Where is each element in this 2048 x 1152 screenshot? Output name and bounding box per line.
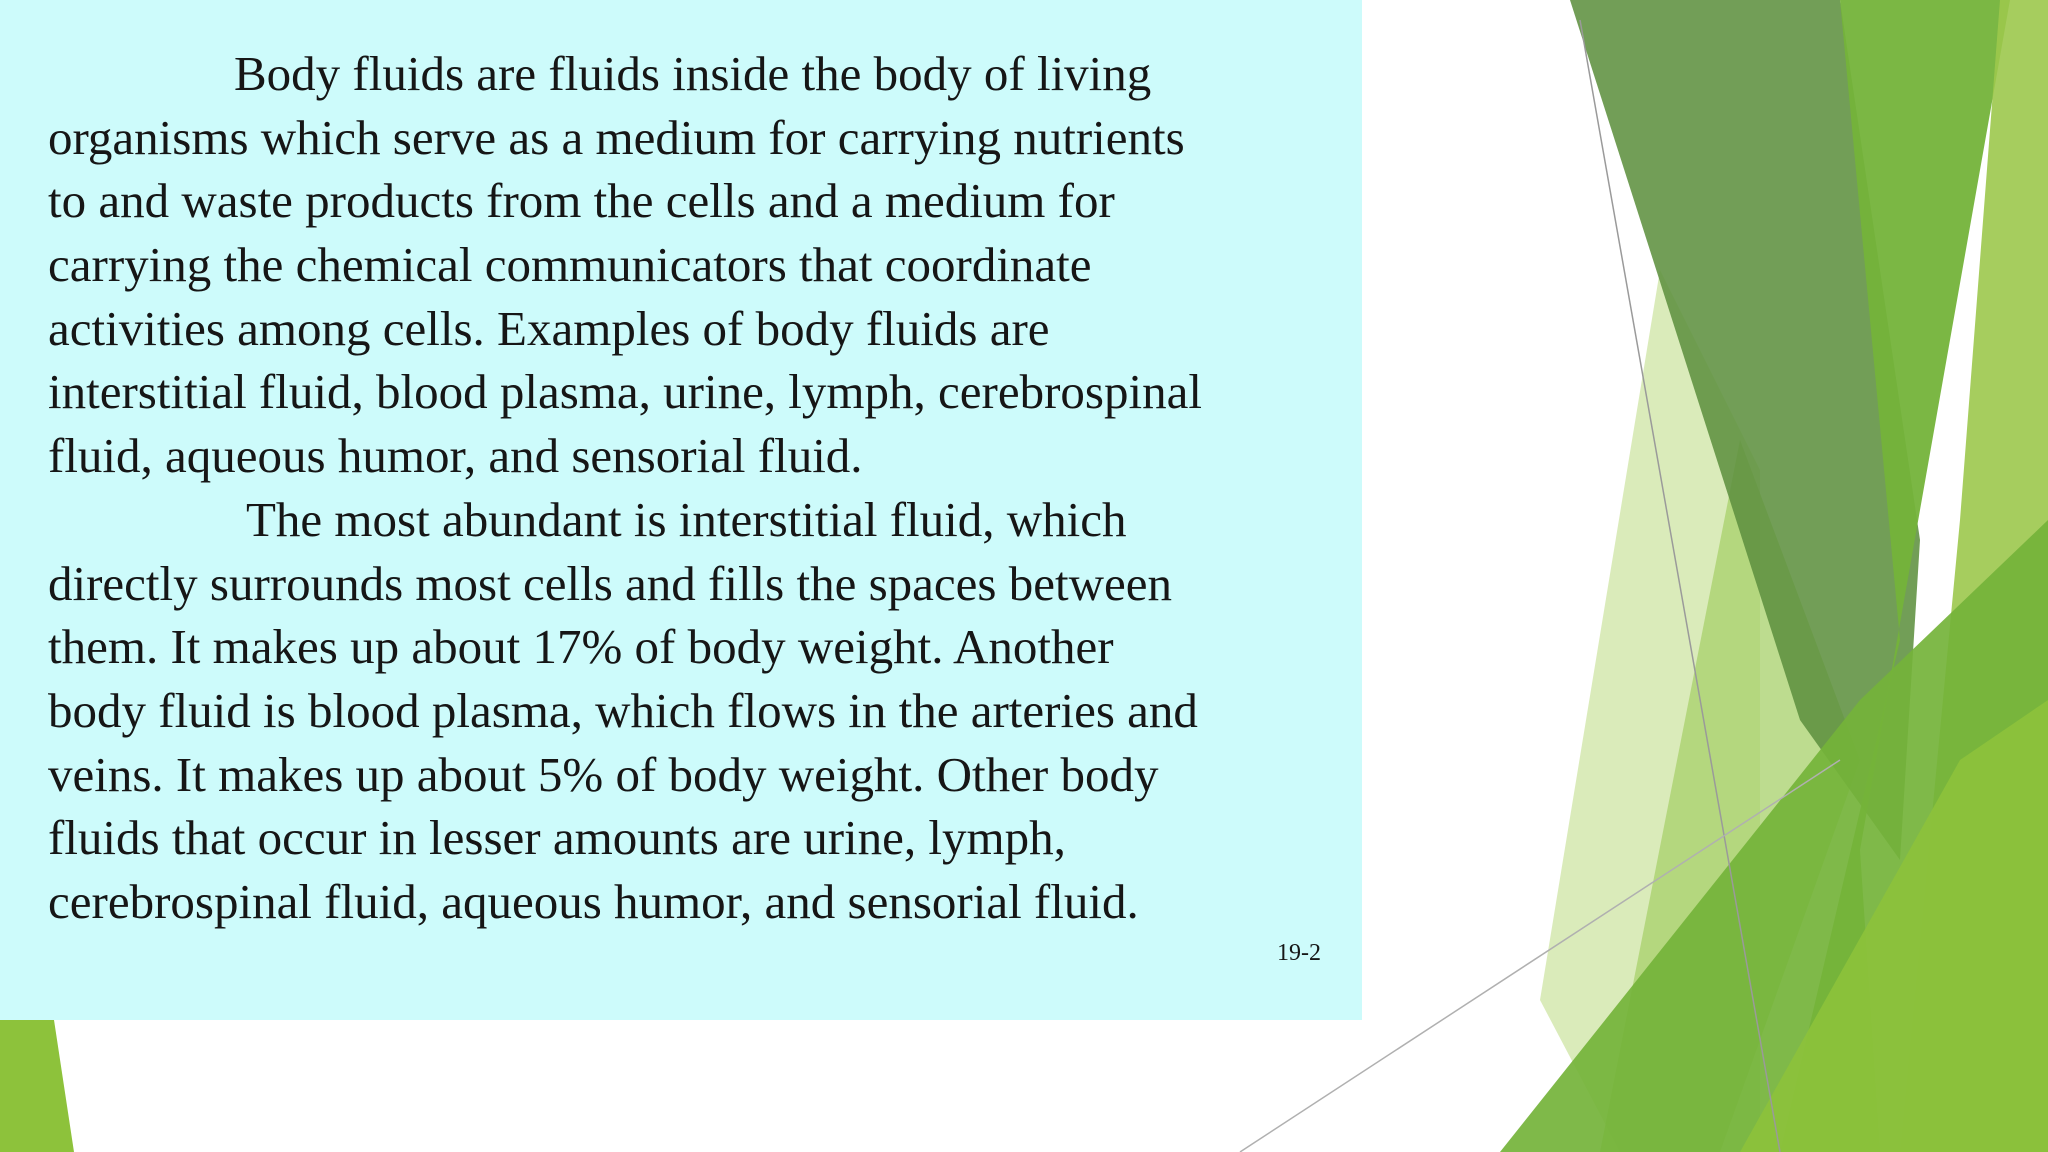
text-line: them. It makes up about 17% of body weight. Another <box>48 619 1114 675</box>
text-line: directly surrounds most cells and fills the spaces between <box>48 555 1172 611</box>
text-line: organisms which serve as a medium for carrying nutrients <box>48 109 1185 165</box>
text-line: body fluid is blood plasma, which flows in the arteries and <box>48 682 1198 738</box>
text-line: veins. It makes up about 5% of body weight. Other body <box>48 746 1159 802</box>
page-number: 19-2 <box>1277 940 1321 966</box>
text-line: fluids that occur in lesser amounts are urine, lymph, <box>48 810 1066 866</box>
text-line: activities among cells. Examples of body fluids are <box>48 300 1050 356</box>
text-line: to and waste products from the cells and a medium for <box>48 173 1115 229</box>
text-line: Body fluids are fluids inside the body of living <box>234 46 1152 101</box>
text-line: carrying the chemical communicators that coordinate <box>48 237 1092 293</box>
text-line: fluid, aqueous humor, and sensorial fluid. <box>48 428 863 484</box>
deco-bottom-left-accent <box>0 1020 74 1152</box>
text-line: interstitial fluid, blood plasma, urine, lymph, cerebrospinal <box>48 364 1202 420</box>
body-text <box>48 42 1348 934</box>
text-line: cerebrospinal fluid, aqueous humor, and sensorial fluid. <box>48 873 1139 929</box>
text-line: The most abundant is interstitial fluid, which <box>246 491 1127 547</box>
